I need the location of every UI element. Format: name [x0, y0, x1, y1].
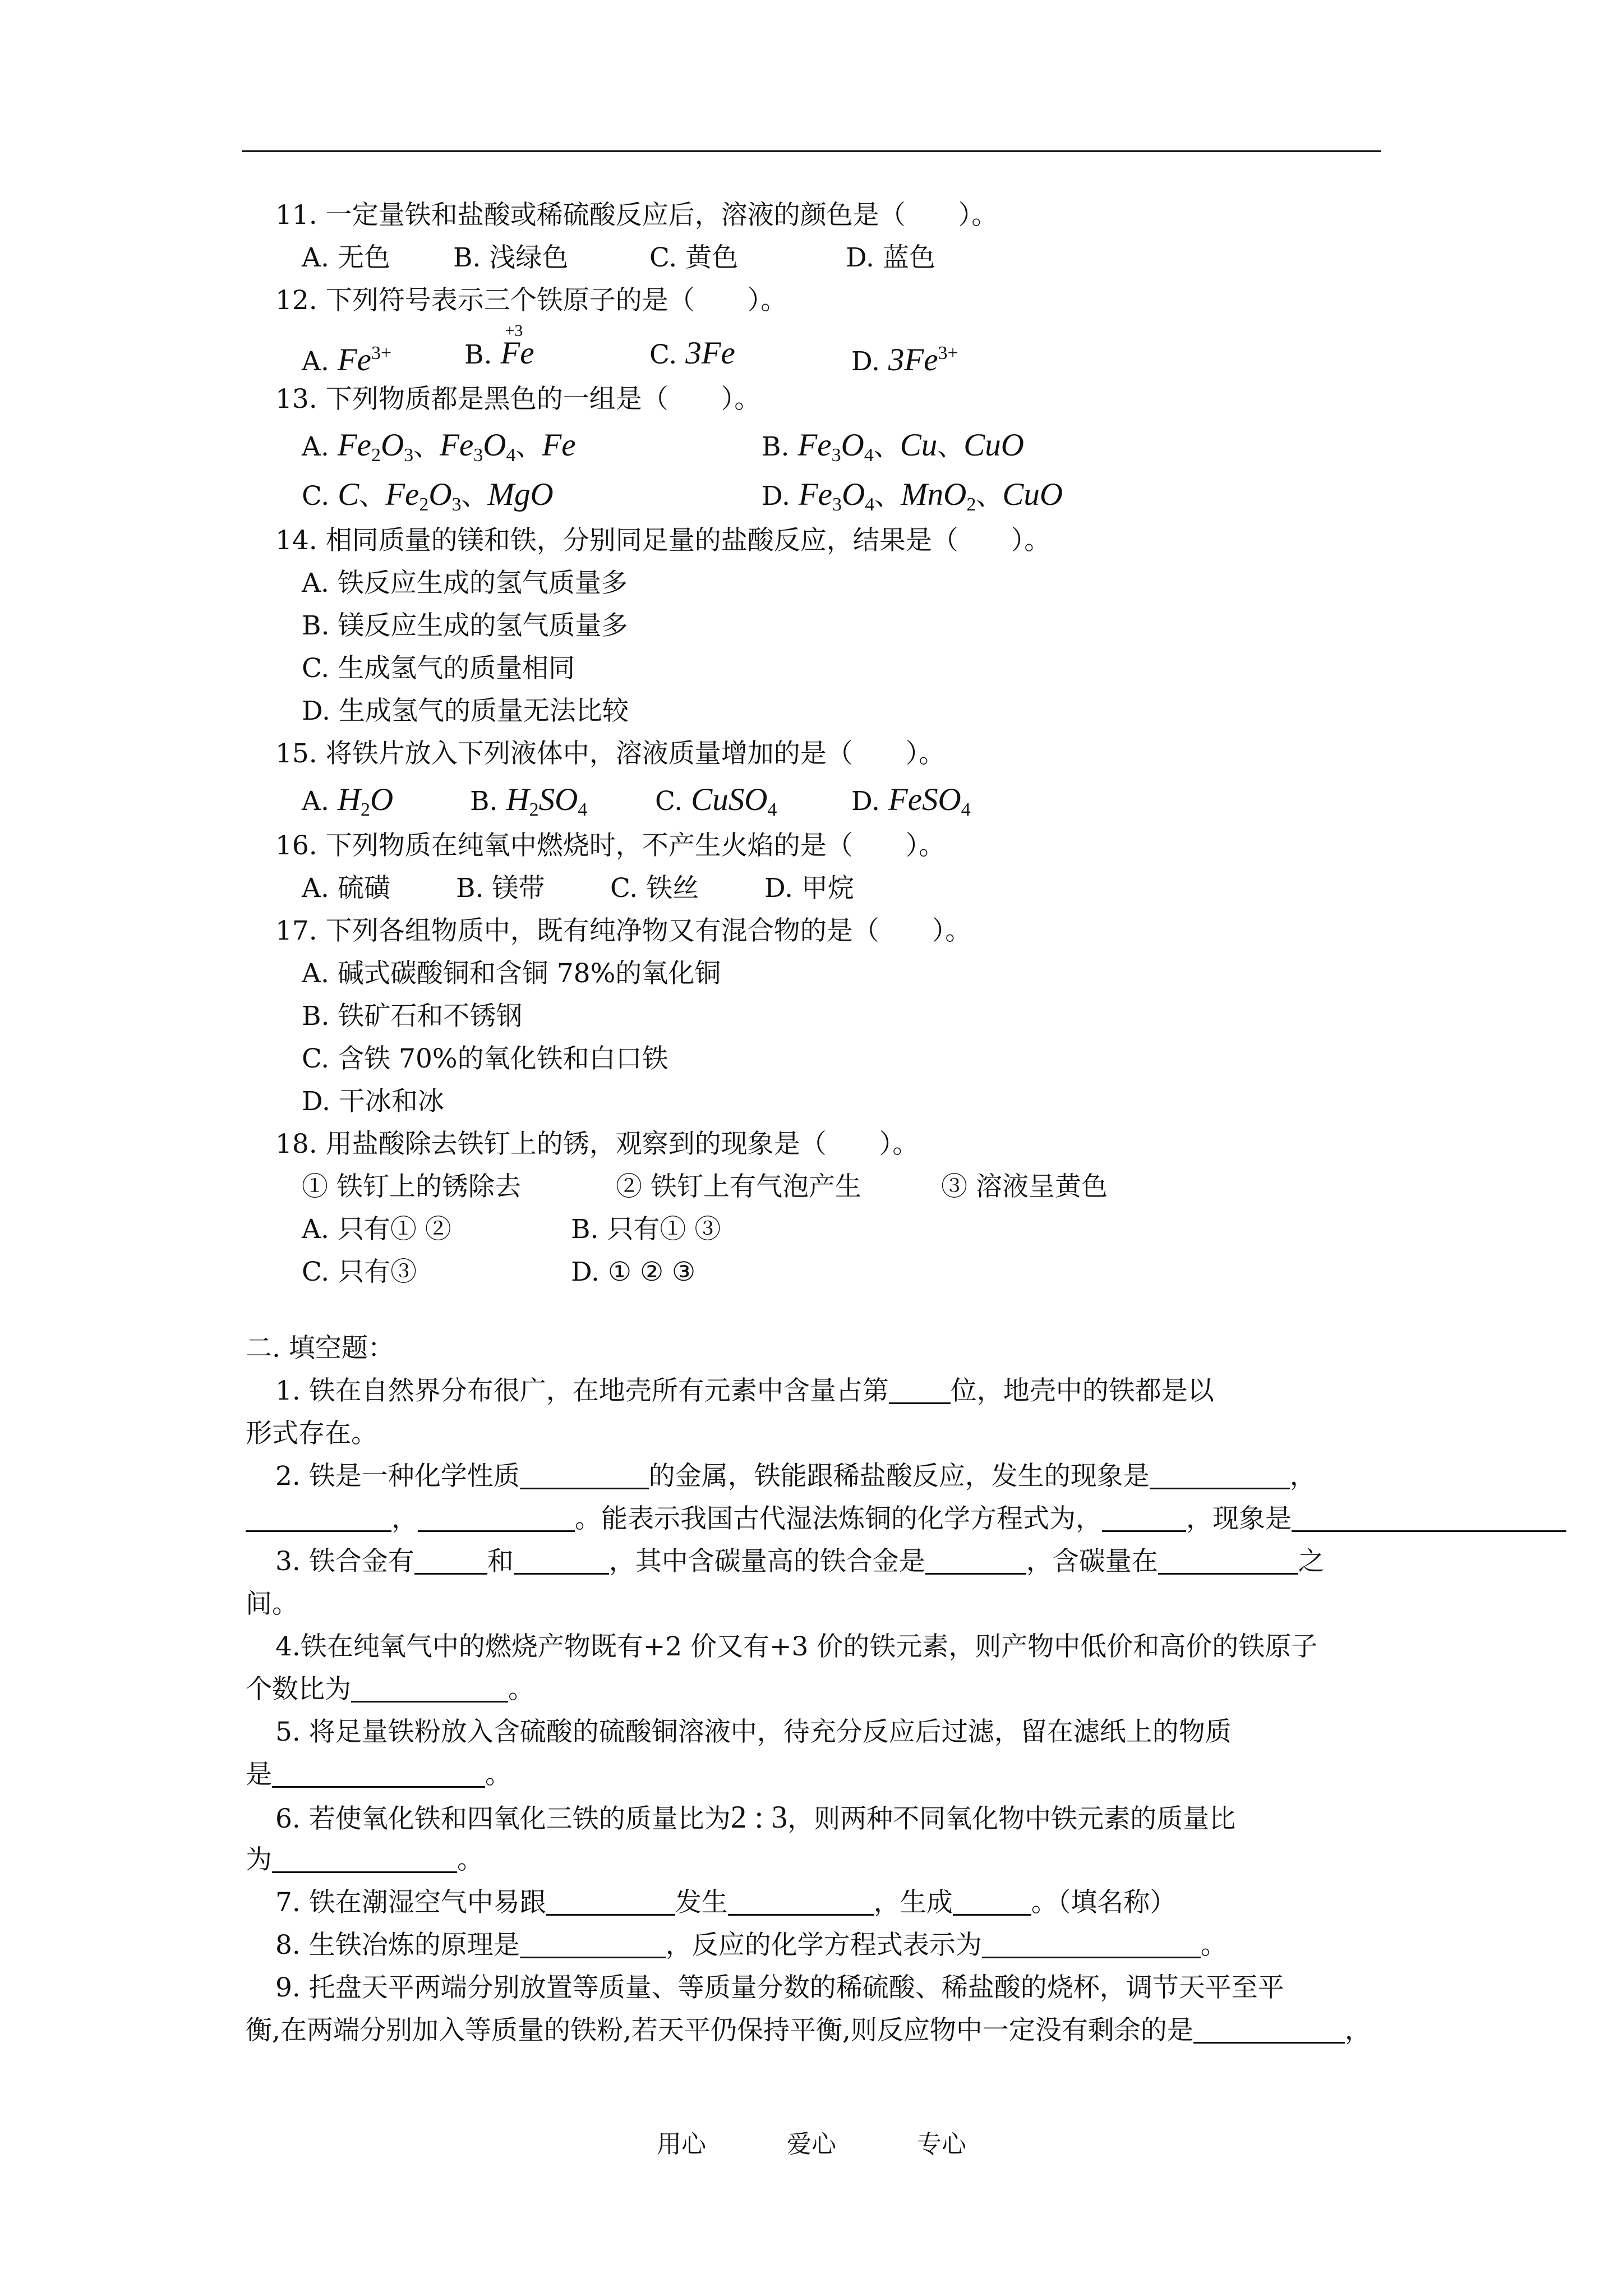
option-c: C. 铁丝 — [610, 873, 699, 904]
fill-5-line-2: 是 。 — [246, 1754, 1457, 1796]
option-b: B. 浅绿色 — [453, 242, 569, 273]
answer-blank[interactable] — [728, 1883, 874, 1916]
question-18-options-ab — [246, 1208, 1457, 1251]
answer-blank[interactable] — [1102, 1499, 1186, 1532]
formula-3fe3plus: $3Fe^{3+}$ — [888, 342, 958, 378]
answer-blank[interactable] — [272, 1840, 457, 1873]
question-number: 11. — [275, 200, 317, 231]
answer-blank[interactable] — [351, 1669, 508, 1703]
question-12 — [246, 279, 1457, 322]
formula-list: $Fe_3O_4$、Cu、CuO — [797, 427, 1024, 466]
question-15 — [246, 733, 1457, 775]
question-stem: 一定量铁和盐酸或稀硫酸反应后，溶液的颜色是（ ）。 — [325, 200, 998, 231]
question-stem: 下列物质都是黑色的一组是（ ）。 — [325, 384, 761, 415]
option-c: C. 3Fe — [649, 335, 735, 371]
document-body — [246, 194, 1457, 2052]
question-16 — [246, 825, 1457, 867]
fill-8: 8. 生铁冶炼的原理是 ，反应的化学方程式表示为 。 — [246, 1924, 1457, 1967]
option-b: B. 镁反应生成的氢气质量多 — [302, 610, 628, 641]
header-rule — [242, 150, 1381, 152]
answer-blank[interactable] — [546, 1883, 675, 1916]
question-stem: 相同质量的镁和铁，分别同足量的盐酸反应，结果是（ ）。 — [325, 525, 1051, 556]
fill-1-line-1: 1. 铁在自然界分布很广，在地壳所有元素中含量占第 位，地壳中的铁都是以 — [246, 1370, 1457, 1412]
formula-h2o: $H_2O$ — [337, 782, 394, 820]
question-stem: 用盐酸除去铁钉上的锈，观察到的现象是（ ）。 — [325, 1129, 919, 1159]
question-16-options — [246, 867, 1457, 910]
answer-blank[interactable] — [418, 1499, 575, 1532]
answer-blank[interactable] — [1292, 1499, 1566, 1532]
formula-h2so4: $H_2SO_4$ — [506, 782, 588, 820]
fill-4-line-1: 4.铁在纯氧气中的燃烧产物既有+2 价又有+3 价的铁元素，则产物中低价和高价的铁原子 — [275, 1631, 1318, 1662]
option-a: A. $Fe^{3+}$ — [302, 342, 392, 378]
fill-6-line-1: 6. 若使氧化铁和四氧化三铁的质量比为2 : 3，则两种不同氧化物中铁元素的质量比 — [275, 1800, 1236, 1835]
answer-blank[interactable] — [953, 1883, 1031, 1916]
question-14 — [246, 519, 1457, 562]
answer-blank[interactable] — [925, 1542, 1026, 1575]
answer-blank[interactable] — [1150, 1456, 1290, 1489]
formula-list: $Fe_3O_4$、MnO$_2$、CuO — [798, 477, 1063, 515]
answer-blank[interactable] — [1158, 1542, 1298, 1575]
question-stem: 将铁片放入下列液体中，溶液质量增加的是（ ）。 — [325, 738, 946, 769]
footer-text: 爱心 — [787, 2130, 836, 2159]
observation-1: ① 铁钉上的锈除去 — [302, 1171, 521, 1202]
fill-7: 7. 铁在潮湿空气中易跟 发生 ，生成 。（填名称） — [246, 1881, 1457, 1924]
question-number: 16. — [275, 830, 317, 861]
option-d: D. 甲烷 — [764, 873, 854, 904]
question-stem: 下列符号表示三个铁原子的是（ ）。 — [325, 285, 787, 316]
question-13-options-cd — [246, 470, 1457, 519]
option-a: A. 无色 — [302, 242, 390, 273]
option-c: C. 黄色 — [649, 242, 739, 273]
question-18-observations — [246, 1166, 1457, 1208]
fill-3-line-2: 间。 — [246, 1589, 298, 1619]
option-a: A. 碱式碳酸铜和含铜 78%的氧化铜 — [302, 958, 721, 989]
question-13-options-ab — [246, 421, 1457, 470]
question-number: 17. — [275, 915, 317, 946]
section-2-title: 二. 填空题： — [246, 1333, 394, 1364]
option-b: B. 铁矿石和不锈钢 — [302, 1001, 523, 1032]
answer-blank[interactable] — [272, 1755, 485, 1788]
option-a: A. 硫磺 — [302, 873, 390, 904]
question-number: 18. — [275, 1129, 317, 1159]
option-c: C. 只有③ — [302, 1257, 417, 1287]
answer-blank[interactable] — [514, 1542, 609, 1575]
option-a: A. 只有① ② — [302, 1214, 451, 1245]
mass-ratio: 2 : 3 — [730, 1800, 788, 1835]
fill-2-line-1: 2. 铁是一种化学性质 的金属，铁能跟稀盐酸反应，发生的现象是 ， — [246, 1455, 1457, 1498]
question-18 — [246, 1123, 1457, 1166]
question-stem: 下列各组物质中，既有纯净物又有混合物的是（ ）。 — [325, 915, 972, 946]
answer-blank[interactable] — [520, 1456, 649, 1489]
option-c: C. 生成氢气的质量相同 — [302, 653, 575, 684]
option-d: D. 蓝色 — [846, 242, 935, 273]
option-b: B. +3 Fe — [464, 329, 649, 380]
option-b: B. $H_2SO_4$ — [470, 782, 588, 820]
footer-text: 用心 — [657, 2130, 706, 2159]
question-number: 15. — [275, 738, 317, 769]
question-15-options — [246, 775, 1457, 825]
question-number: 14. — [275, 525, 317, 556]
formula-list: C、$Fe_2O_3$、MgO — [338, 477, 554, 515]
option-d: D. ① ② ③ — [571, 1257, 696, 1287]
fill-2-line-2: ， 。能表示我国古代湿法炼铜的化学方程式为， ，现象是 — [246, 1498, 1457, 1540]
formula-fe-valence: +3 Fe — [500, 321, 534, 371]
fill-9-line-2: 衡,在两端分别加入等质量的铁粉,若天平仍保持平衡,则反应物中一定没有剩余的是 ， — [246, 2009, 1457, 2052]
fill-1-line-2: 形式存在。 — [246, 1418, 377, 1449]
option-a: A. $H_2O$ — [302, 782, 394, 820]
answer-blank[interactable] — [889, 1371, 951, 1404]
question-18-options-cd — [246, 1251, 1457, 1294]
answer-blank[interactable] — [982, 1925, 1201, 1958]
question-number: 12. — [275, 285, 317, 316]
formula-feso4: FeSO$_4$ — [888, 782, 971, 820]
option-d: D. 干冰和冰 — [302, 1086, 444, 1117]
question-11 — [246, 194, 1457, 237]
option-c: C. CuSO$_4$ — [655, 782, 777, 820]
fill-9-line-1: 9. 托盘天平两端分别放置等质量、等质量分数的稀硫酸、稀盐酸的烧杯，调节天平至平 — [275, 1972, 1284, 2003]
question-17 — [246, 910, 1457, 953]
option-a: A. $Fe_2O_3$、$Fe_3O_4$、Fe — [302, 427, 576, 466]
formula-cuso4: CuSO$_4$ — [691, 782, 777, 820]
fill-3-line-1: 3. 铁合金有 和 ，其中含碳量高的铁合金是 ，含碳量在 之 — [246, 1540, 1457, 1583]
fill-4-line-2: 个数比为 。 — [246, 1668, 1457, 1711]
question-11-options — [246, 237, 1457, 279]
question-13 — [246, 378, 1457, 421]
question-number: 13. — [275, 384, 317, 415]
question-stem: 下列物质在纯氧中燃烧时，不产生火焰的是（ ）。 — [325, 830, 946, 861]
answer-blank[interactable] — [1193, 2010, 1345, 2044]
fill-5-line-1: 5. 将足量铁粉放入含硫酸的硫酸铜溶液中，待充分反应后过滤，留在滤纸上的物质 — [275, 1717, 1232, 1747]
option-b: B. 只有① ③ — [571, 1214, 721, 1245]
footer-text: 专心 — [917, 2130, 966, 2159]
answer-blank[interactable] — [520, 1925, 666, 1958]
option-c: C. C、$Fe_2O_3$、MgO — [302, 477, 554, 515]
page-footer — [0, 2124, 1623, 2160]
option-d: D. $Fe_3O_4$、MnO$_2$、CuO — [762, 477, 1063, 515]
option-a: A. 铁反应生成的氢气质量多 — [302, 568, 628, 599]
observation-2: ② 铁钉上有气泡产生 — [616, 1171, 861, 1202]
answer-blank[interactable] — [246, 1499, 391, 1532]
formula-fe3plus: $Fe^{3+}$ — [337, 342, 392, 378]
question-12-options — [246, 321, 1457, 378]
option-b: B. $Fe_3O_4$、Cu、CuO — [762, 427, 1024, 466]
formula-list: $Fe_2O_3$、$Fe_3O_4$、Fe — [337, 427, 576, 466]
formula-3fe: 3Fe — [685, 335, 735, 371]
option-c: C. 含铁 70%的氧化铁和白口铁 — [302, 1043, 668, 1074]
observation-3: ③ 溶液呈黄色 — [941, 1171, 1108, 1202]
option-d: D. 生成氢气的质量无法比较 — [302, 696, 629, 726]
answer-blank[interactable] — [414, 1542, 487, 1575]
option-d: D. $3Fe^{3+}$ — [851, 342, 958, 378]
option-b: B. 镁带 — [456, 873, 545, 904]
fill-6-line-2: 为 。 — [246, 1839, 1457, 1881]
option-d: D. FeSO$_4$ — [851, 782, 971, 820]
